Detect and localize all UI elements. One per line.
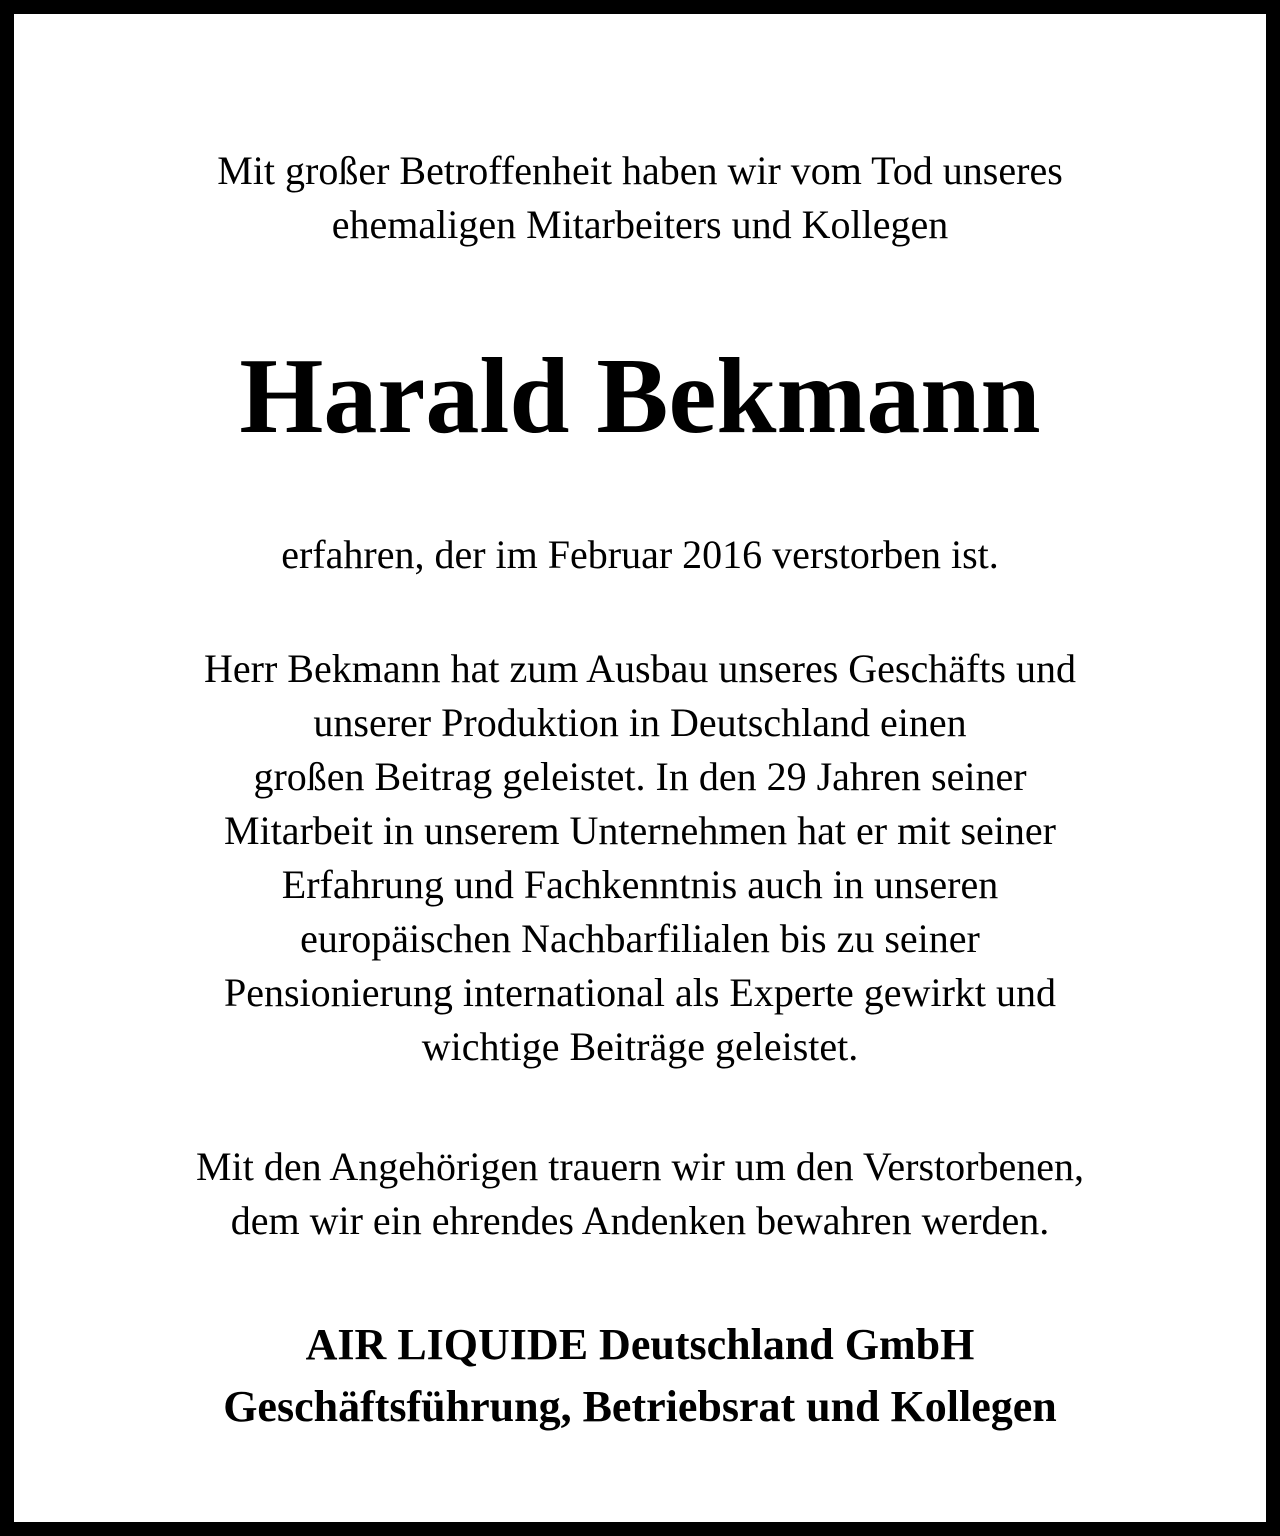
tribute-line: Mitarbeit in unserem Unternehmen hat er mit seiner [224,808,1056,853]
intro-paragraph [28,144,1252,252]
company-name: AIR LIQUIDE Deutschland GmbH [305,1320,975,1369]
tribute-line: europäischen Nachbarfilialen bis zu seiner [300,916,980,961]
tribute-line: unserer Produktion in Deutschland einen [313,700,967,745]
tribute-line: Erfahrung und Fachkenntnis auch in unseren [281,862,999,907]
death-info-line: erfahren, der im Februar 2016 verstorben ist. [281,532,999,577]
signers-line: Geschäftsführung, Betriebsrat und Kollegen [223,1382,1057,1431]
closing-line: dem wir ein ehrendes Andenken bewahren werden. [230,1198,1050,1243]
tribute-line: wichtige Beiträge geleistet. [421,1024,859,1069]
intro-line: Mit großer Betroffenheit haben wir vom Tod unseres [217,148,1063,193]
tribute-line: großen Beitrag geleistet. In den 29 Jahren seiner [253,754,1027,799]
deceased-name: Harald Bekmann [239,337,1041,456]
closing-line: Mit den Angehörigen trauern wir um den Verstorbenen, [196,1144,1084,1189]
intro-line: ehemaligen Mitarbeiters und Kollegen [331,202,949,247]
signature-block [28,1314,1252,1438]
tribute-paragraph [28,642,1252,1074]
closing-paragraph [28,1140,1252,1248]
tribute-line: Pensionierung international als Experte gewirkt und [223,970,1056,1015]
tribute-line: Herr Bekmann hat zum Ausbau unseres Geschäfts und [204,646,1076,691]
